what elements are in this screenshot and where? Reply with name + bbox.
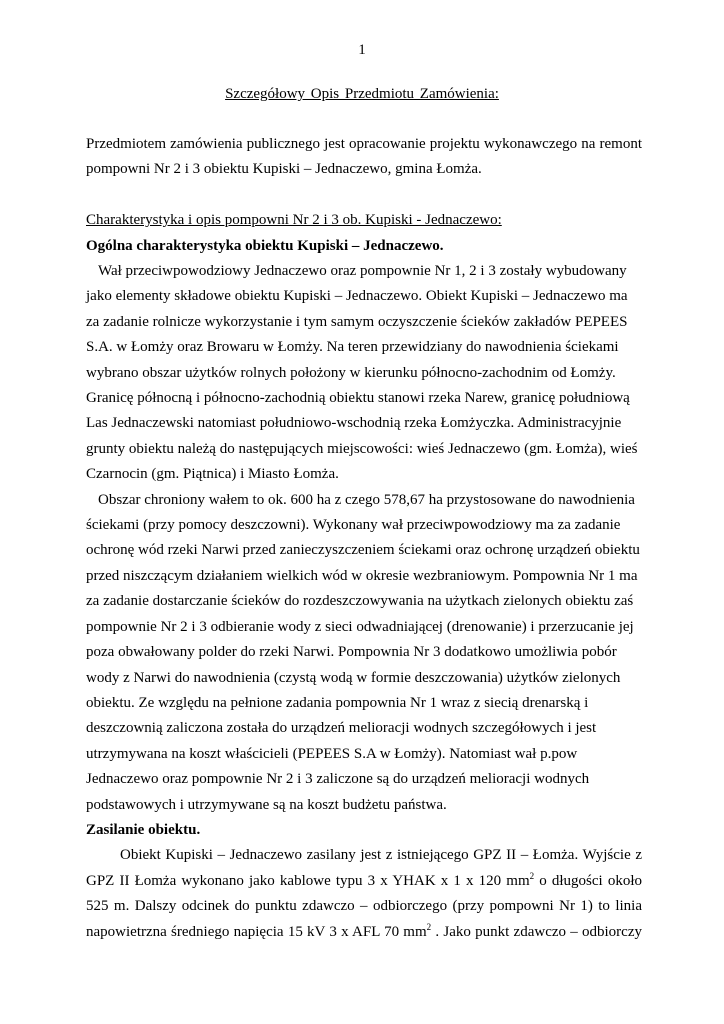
superscript-2: 2 (529, 870, 535, 881)
power-text-1: Obiekt Kupiski – Jednaczewo zasilany jest z istniejącego GPZ II – Łomża. Wyjście z GPZ II Łomża wykonano jako kablowe typu 3 x YHAK x 1 x 120 mm (86, 847, 642, 889)
document-body (86, 132, 642, 945)
paragraph-power (86, 843, 642, 945)
superscript-2: 2 (426, 921, 432, 932)
intro-paragraph: Przedmiotem zamówienia publicznego jest opracowanie projektu wykonawczego na remont pompowni Nr 2 i 3 obiektu Kupiski – Jednaczewo, gmina Łomża. (86, 136, 642, 178)
paragraph-gap (86, 183, 642, 208)
paragraph-general-1: Wał przeciwpowodziowy Jednaczewo oraz pompownie Nr 1, 2 i 3 zostały wybudowany jako elementy składowe obiektu Kupiski – Jednaczewo. Obiekt Kupiski – Jednaczewo ma za zadanie rolnicze wykorzystanie i tym samym oczyszczenie ścieków zakładów PEPEES S.A. w Łomży oraz Browaru w Łomży. Na teren przewidziany do nawodnienia ściekami wybrano obszar użytków rolnych położony w kierunku północno-zachodnim od Łomży. Granicę północną i północno-zachodnią obiektu stanowi rzeka Narew, granicę południową Las Jednaczewski natomiast południowo-wschodnią rzeka Łomżyczka. Administracyjnie grunty obiektu należą do następujących miejscowości: wieś Jednaczewo (gm. Łomża), wieś Czarnocin (gm. Piątnica) i Miasto Łomża. (86, 263, 638, 483)
page-number: 1 (358, 42, 366, 58)
paragraph-general-2: Obszar chroniony wałem to ok. 600 ha z czego 578,67 ha przystosowane do nawodnienia ściekami (przy pomocy deszczowni). Wykonany wał przeciwpowodziowy ma za zadanie ochronę wód rzeki Narwi przed zanieczyszczeniem ściekami oraz ochronę urządzeń obiektu przed niszczącym działaniem wielkich wód w okresie wezbraniowym. Pompownia Nr 1 ma za zadanie dostarczanie ścieków do rozdeszczowywania na użytkach zielonych obiektu zaś pompownie Nr 2 i 3 odbieranie wody z sieci odwadniającej (drenowanie) i przerzucanie jej poza obwałowany polder do rzeki Narwi. Pompownia Nr 3 dodatkowo umożliwia pobór wody z Narwi do nawodnienia (czystą wodą w formie deszczowania) użytków zielonych obiektu. Ze względu na pełnione zadania pompownia Nr 1 wraz z siecią drenarską i deszczownią zaliczona została do urządzeń melioracji wodnych szczegółowych i jest utrzymywana na koszt właścicieli (PEPEES S.A w Łomży). Natomiast wał p.pow Jednaczewo oraz pompownie Nr 2 i 3 zaliczone są do urządzeń melioracji wodnych podstawowych i utrzymywane są na koszt budżetu państwa. (86, 491, 640, 813)
document-title: Szczegółowy Opis Przedmiotu Zamówienia: (225, 86, 499, 102)
sub-heading-power: Zasilanie obiektu. (86, 821, 201, 838)
section-heading: Charakterystyka i opis pompowni Nr 2 i 3 ob. Kupiski - Jednaczewo: (86, 212, 502, 229)
power-text-2: o długości około 525 m. Dalszy odcinek do punktu zdawczo – odbiorczego (przy pompowni Nr 1) to linia napowietrzna średniego napięcia 15 kV 3 x AFL 70 mm (86, 872, 642, 940)
sub-heading-general: Ogólna charakterystyka obiektu Kupiski – Jednaczewo. (86, 237, 444, 254)
power-text-3: . Jako punkt zdawczo – odbiorczy (431, 923, 642, 940)
